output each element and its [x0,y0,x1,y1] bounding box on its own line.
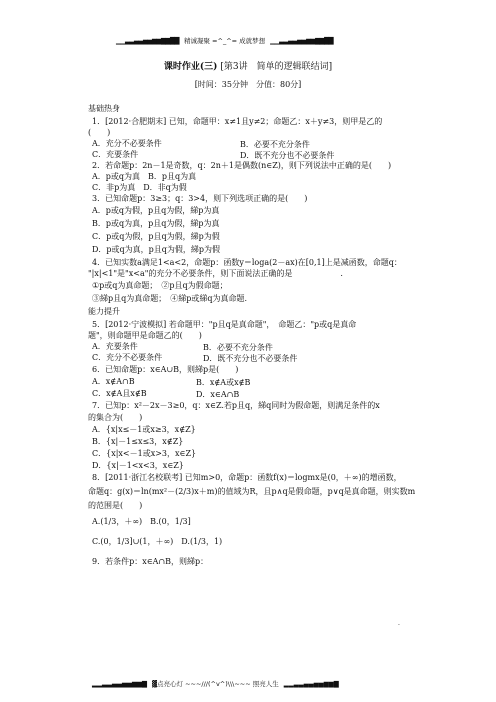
q5-stem-2: 题"，则命题甲是命题乙的( ) [88,331,202,340]
q1-opt-a: A．充分不必要条件 [92,139,162,148]
q8-opts-cd: C.(0，1/3]∪(1，＋∞) D.(1/3，1) [92,537,223,546]
page-header [116,36,394,45]
q2-opts-cd: C．非p为真 D．非q为假 [92,183,187,192]
footer-right-bars: ▂▂▃▃▄▄▅▅▆▆▇ [283,679,339,688]
q6-opt-d: D．x∈A∩B [196,390,240,399]
q5-opt-d: D．既不充分也不必要条件 [203,354,298,363]
q1-opt-c: C．充要条件 [92,150,139,159]
header-text: 精诚凝聚 =^_^= 成就梦想 [183,37,266,45]
q7-opt-c: C．{x|x<－1或x>3，x∈Z} [92,449,197,458]
q7-stem-2: 的集合为( ) [88,413,143,422]
header-left-bars: ▁▁▃▃▄▄▅▅▆▆▇▇██ [116,36,179,45]
q6-opt-a: A．x∉A∩B [92,377,135,386]
footer-text: ▓点亮心灯 ~~~///(^v^)\\\~~~ 照亮人生 [152,680,279,688]
q4-choice-12: ①p或q为真命题； ②p且q为假命题； [92,281,228,290]
page-title [0,59,496,72]
q9-stem: 9．若条件p：x∈A∩B，则綈p： [92,557,209,566]
q2-opts-ab: A．p或q为真 B．p且q为真 [92,172,197,181]
q7-stem-1: 7．已知p：x²－2x－3≥0，q：x∈Z.若p且q，綈q同时为假命题，则满足条件的x [92,401,380,410]
q1-paren: ( ) [88,128,111,137]
title-main: 课时作业(三) [163,62,218,72]
q4-stem-1: 4．已知实数a满足1<a<2，命题p：函数y＝loga(2－ax)在[0,1]上是减函数，命题q： [92,258,402,267]
q4-choice-34: ③綈p且q为真命题； ④綈p或綈q为真命题. [92,294,248,303]
q8-stem-3: 的范围是( ) [88,501,143,510]
q7-opt-b: B．{x|－1≤x≤3，x∉Z} [92,437,184,446]
q8-stem-2: 命题q：g(x)＝ln(mx²－(2/3)x＋m)的值域为R，且p∧q是假命题，p∨q是真命题，则实数m [88,487,416,496]
q7-opt-a: A．{x|x≤－1或x≥3，x∉Z} [92,425,196,434]
section-advanced: 能力提升 [88,307,120,316]
q4-stem-2: "|x|<1"是"x<a"的充分不必要条件，则下面说法正确的是 . [88,269,343,278]
q2-stem: 2．若命题p：2n－1是奇数，q：2n＋1是偶数(n∈Z)，则下列说法中正确的是( ) [92,161,392,170]
q7-opt-d: D．{x|－1<x<3，x∈Z} [92,461,184,470]
q5-opt-c: C．充分不必要条件 [92,353,163,362]
q3-opt-a: A．p或q为假，p且q为假，綈p为真 [92,206,220,215]
q5-stem-1: 5．[2012·宁波模拟] 若命题甲："p且q是真命题"， 命题乙："p或q是真命 [92,320,357,329]
trailing-dot: . [398,620,400,627]
footer-left-bars: ▂▂▃▃▄▄▅▅▆▆▇ [92,679,147,688]
q8-opts-ab: A.(1/3，＋∞) B.(0，1/3] [92,517,191,526]
q6-opt-b: B．x∉A或x∉B [196,378,251,387]
q5-opt-a: A．充要条件 [92,342,138,351]
q6-stem: 6．已知命题p：x∈A∪B，则綈p是( ) [92,365,239,374]
q3-stem: 3．已知命题p：3≥3；q：3>4，则下列选项正确的是( ) [92,194,308,203]
q1-opt-d: D．既不充分也不必要条件 [240,151,335,160]
section-basic: 基础热身 [88,104,120,113]
q8-stem-1: 8．[2011·浙江名校联考] 已知m>0，命题p：函数f(x)＝logmx是(0，＋∞)的增函数， [92,473,402,482]
q6-opt-c: C．x∉A且x∉B [92,389,147,398]
q3-opt-c: C．p或q为假，p且q为假，綈p为假 [92,232,220,241]
q3-opt-d: D．p或q为真，p且q为假，綈p为假 [92,245,221,254]
page-footer [92,679,408,688]
q1-stem: 1．[2012·合肥期末] 已知，命题甲：x≠1且y≠2；命题乙：x＋y≠3，则甲是乙的 [92,117,383,126]
q1-opt-b: B．必要不充分条件 [240,140,310,149]
time-score-meta: [时间：35分钟 分值：80分] [194,80,302,89]
q5-opt-b: B．必要不充分条件 [203,343,273,352]
q3-opt-b: B．p或q为真，p且q为假，綈p为真 [92,219,220,228]
header-right-bars: ▁▁▃▃▄▄▅▅▆▆▇▇██ [270,36,334,45]
title-sub: [第3讲 简单的逻辑联结词] [220,62,333,72]
